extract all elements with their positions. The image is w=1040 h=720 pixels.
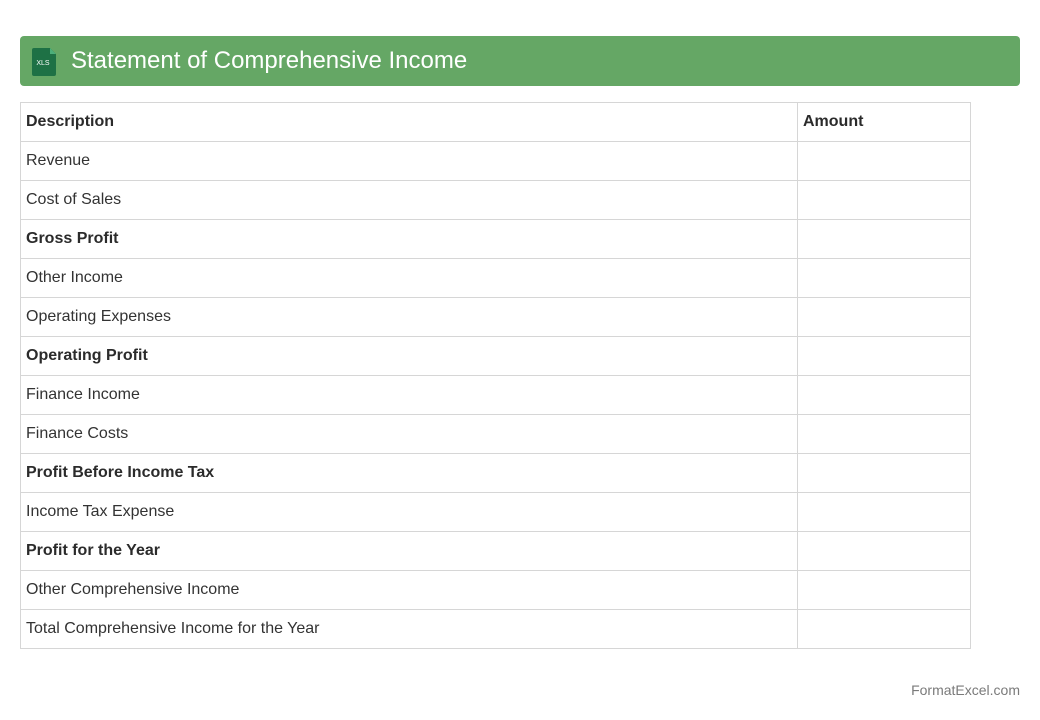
row-amount-cell[interactable] xyxy=(798,415,971,454)
table-row xyxy=(21,532,971,571)
table-row xyxy=(21,298,971,337)
row-description: Gross Profit xyxy=(21,220,798,259)
svg-text:XLS: XLS xyxy=(36,60,50,67)
table-row xyxy=(21,259,971,298)
column-header-amount: Amount xyxy=(798,103,971,142)
table-row xyxy=(21,220,971,259)
row-amount-cell[interactable] xyxy=(798,142,971,181)
table-row xyxy=(21,493,971,532)
table-row xyxy=(21,376,971,415)
column-header-description: Description xyxy=(21,103,798,142)
row-amount-cell[interactable] xyxy=(798,493,971,532)
row-description: Finance Income xyxy=(21,376,798,415)
income-statement-table xyxy=(20,102,971,649)
table-row xyxy=(21,610,971,649)
row-description: Profit for the Year xyxy=(21,532,798,571)
row-amount-cell[interactable] xyxy=(798,220,971,259)
row-amount-cell[interactable] xyxy=(798,454,971,493)
row-description: Other Comprehensive Income xyxy=(21,571,798,610)
row-amount-cell[interactable] xyxy=(798,298,971,337)
table-row xyxy=(21,454,971,493)
table-row xyxy=(21,142,971,181)
row-description: Revenue xyxy=(21,142,798,181)
table-row xyxy=(21,181,971,220)
row-amount-cell[interactable] xyxy=(798,571,971,610)
watermark: FormatExcel.com xyxy=(911,682,1020,698)
row-description: Cost of Sales xyxy=(21,181,798,220)
table-row xyxy=(21,571,971,610)
xls-file-icon xyxy=(32,46,58,76)
title-bar xyxy=(20,36,1020,86)
row-amount-cell[interactable] xyxy=(798,376,971,415)
row-amount-cell[interactable] xyxy=(798,181,971,220)
table-row xyxy=(21,337,971,376)
row-amount-cell[interactable] xyxy=(798,610,971,649)
row-description: Operating Profit xyxy=(21,337,798,376)
row-description: Profit Before Income Tax xyxy=(21,454,798,493)
page-title: Statement of Comprehensive Income xyxy=(71,47,468,74)
row-description: Total Comprehensive Income for the Year xyxy=(21,610,798,649)
row-amount-cell[interactable] xyxy=(798,259,971,298)
row-description: Operating Expenses xyxy=(21,298,798,337)
row-amount-cell[interactable] xyxy=(798,532,971,571)
table-row xyxy=(21,415,971,454)
table-body xyxy=(21,142,971,649)
row-description: Income Tax Expense xyxy=(21,493,798,532)
row-amount-cell[interactable] xyxy=(798,337,971,376)
row-description: Finance Costs xyxy=(21,415,798,454)
row-description: Other Income xyxy=(21,259,798,298)
table-header-row xyxy=(21,103,971,142)
